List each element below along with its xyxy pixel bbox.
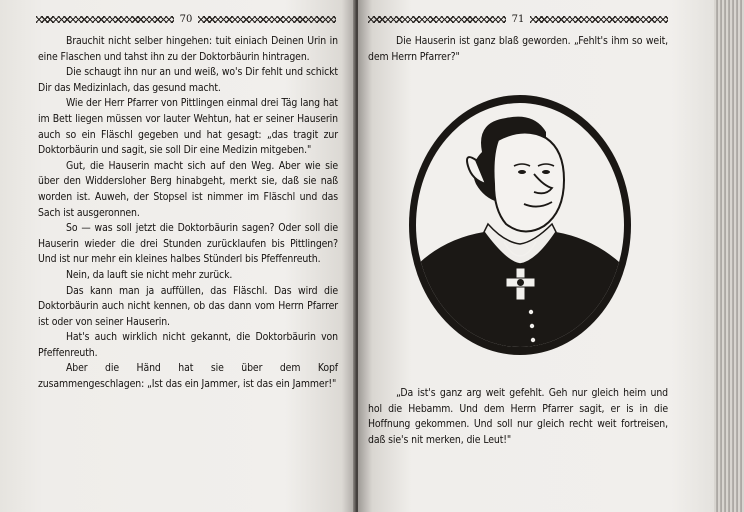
eye <box>542 170 550 174</box>
paragraph: Nein, da lauft sie nicht mehr zurück. <box>66 268 233 281</box>
page-edges <box>714 0 744 512</box>
ornament-border <box>36 16 174 23</box>
right-page <box>358 0 714 512</box>
paragraph: Brauchit nicht selber hingehen: tuit einiach Deinen Urin in eine Flaschen und tahst ihn zu der Doktorbäurin hintragen. <box>38 35 338 63</box>
button <box>530 324 534 328</box>
paragraph: Das kann man ja auffüllen, das Fläschl. Das wird die Doktorbäurin auch nicht kennen, ob das dann vom Herrn Pfarrer ist oder von seiner Hauserin. <box>38 284 338 328</box>
paragraph: Wie der Herr Pfarrer von Pittlingen einmal drei Täg lang hat im Bett liegen müssen vor lauter Wehtun, hat er seiner Hauserin auch so ein Fläschl gegeben und hat gesagt: „das tragit zur Doktorbäurin und sagit, sie soll Dir eine Medizin mitgeben." <box>38 97 338 157</box>
left-page <box>0 0 356 512</box>
paragraph: So — was soll jetzt die Doktorbäurin sagen? Oder soll die Hauserin wieder die drei Stunden zurücklaufen bis Pittlingen? Und ist nur mehr ein kleines halbes Stünderl bis Pfeffenreuth. <box>38 222 338 266</box>
paragraph: Aber die Händ hat sie über dem Kopf zusammengeschlagen: „Ist das ein Jammer, ist das ein Jammer!" <box>38 362 338 391</box>
right-page-bottom-text <box>368 386 668 448</box>
ornament-border <box>198 16 336 23</box>
left-page-text <box>38 34 338 393</box>
page-number-left: 70 <box>179 13 193 25</box>
right-page-header <box>368 12 668 26</box>
paragraph: Die Hauserin ist ganz blaß geworden. „Fehlt's ihm so weit, dem Herrn Pfarrer?" <box>368 35 668 63</box>
face <box>494 132 565 231</box>
paragraph: Gut, die Hauserin macht sich auf den Weg. Aber wie sie über den Widdersloher Berg hinabgeht, merkt sie, daß sie naß worden ist. Auweh, der Stopsel ist nimmer im Fläschl und das Sach ist ausgeronnen. <box>38 159 338 219</box>
button <box>529 310 533 314</box>
priest-portrait-illustration <box>406 92 634 358</box>
button <box>531 338 535 342</box>
left-page-header <box>36 12 336 26</box>
ornament-border <box>368 16 506 23</box>
eye <box>518 170 526 174</box>
paragraph: „Da ist's ganz arg weit gefehlt. Geh nur gleich heim und hol die Hebamm. Und dem Herrn Pfarrer sagit, er is in die Hoffnung gekommen. Und soll nur gleich recht weit fortreisen, daß sie's nit merken, die Leut!" <box>368 387 668 446</box>
right-page-top-text <box>368 34 668 65</box>
ornament-border <box>530 16 668 23</box>
paragraph: Die schaugt ihn nur an und weiß, wo's Dir fehlt und schickt Dir das Medizinlach, das gesund macht. <box>38 66 338 94</box>
page-number-right: 71 <box>511 13 525 25</box>
paragraph: Hat's auch wirklich nicht gekannt, die Doktorbäurin von Pfeffenreuth. <box>38 331 338 359</box>
